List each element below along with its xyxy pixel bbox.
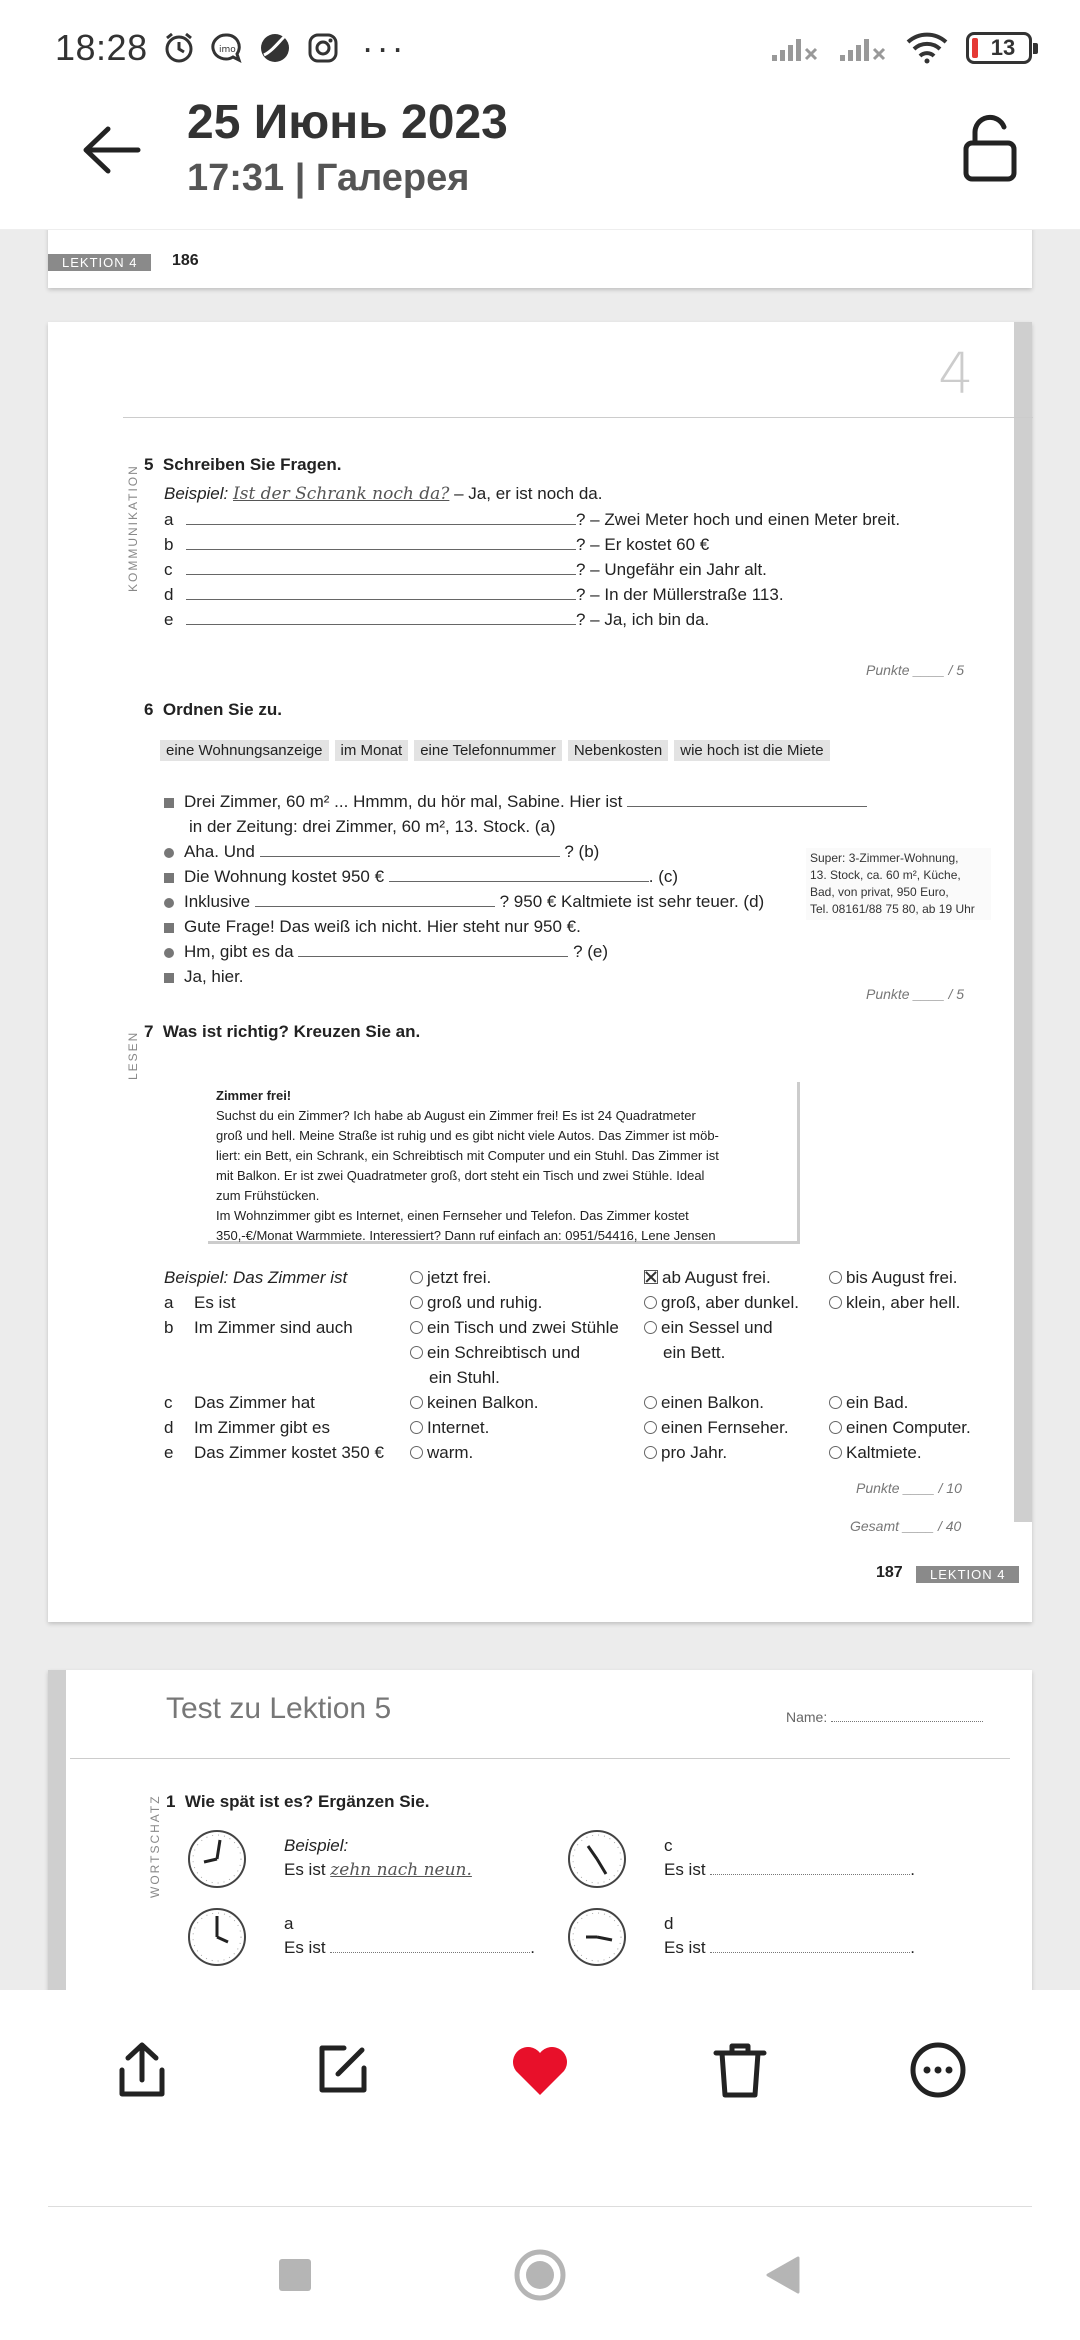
option[interactable]: einen Fernseher.: [644, 1418, 789, 1438]
example-answer: Es ist zehn nach neun.: [284, 1860, 472, 1880]
system-icons: [770, 32, 1032, 64]
option[interactable]: ein Schreibtisch und: [410, 1343, 580, 1363]
total-points: Gesamt ____ / 40: [850, 1518, 962, 1534]
task7-row-e: e Das Zimmer kostet 350 €: [164, 1443, 384, 1462]
more-icon: [909, 2041, 967, 2099]
test-title: Test zu Lektion 5: [166, 1692, 392, 1725]
next-page: [48, 1670, 1032, 1990]
alarm-icon: [162, 31, 196, 65]
battery-level: 13: [990, 34, 1016, 60]
delete-button[interactable]: [700, 2030, 780, 2110]
item-a-letter: a: [284, 1914, 294, 1933]
clock-icon: [566, 1906, 628, 1968]
item-a-answer: Es ist .: [284, 1938, 536, 1957]
task5-heading: 5 Schreiben Sie Fragen.: [144, 455, 342, 474]
option[interactable]: einen Balkon.: [644, 1393, 764, 1413]
status-time: 18:28: [55, 26, 148, 68]
example-label: Beispiel:: [284, 1836, 349, 1855]
signal-sim2-icon: [838, 33, 888, 63]
dialog-line: Gute Frage! Das weiß ich nicht. Hier steht nur 950 €.: [164, 917, 581, 937]
recents-square-icon: [277, 2257, 313, 2293]
option[interactable]: ein Sessel und: [644, 1318, 773, 1338]
previous-page: [48, 230, 1032, 288]
prev-page-number: 186: [172, 252, 199, 269]
divider: [123, 417, 1033, 418]
clock-icon: [186, 1828, 248, 1890]
dialog-line: Inklusive ? 950 € Kaltmiete ist sehr teuer. (d): [164, 892, 764, 912]
task6-word-bank: [160, 740, 830, 761]
heart-filled-icon: [510, 2043, 570, 2097]
task7-row-c: c Das Zimmer hat: [164, 1393, 315, 1412]
edit-button[interactable]: [302, 2030, 382, 2110]
item-d-answer: Es ist .: [664, 1938, 916, 1957]
page-number: 187: [876, 1564, 903, 1581]
handwritten-answer: Ist der Schrank noch da?: [233, 484, 450, 504]
viewer-header: [0, 95, 1080, 230]
clock-icon: [186, 1906, 248, 1968]
word-chip: eine Wohnungsanzeige: [160, 740, 329, 761]
system-nav-bar: [0, 2207, 1080, 2340]
option[interactable]: einen Computer.: [829, 1418, 971, 1438]
moon-app-icon: [258, 31, 292, 65]
side-label-kommunikation: KOMMUNIKATION: [126, 464, 140, 592]
prev-lesson-footer: LEKTION 4: [48, 254, 151, 271]
battery-icon: [966, 32, 1032, 64]
task5-item-b: b ? – Er kostet 60 €: [164, 535, 710, 554]
option[interactable]: ein Tisch und zwei Stühle: [410, 1318, 619, 1338]
apartment-ad: Super: 3-Zimmer-Wohnung, 13. Stock, ca. 60 m², Küche, Bad, von privat, 950 Euro, Tel. 08161/88 75 80, ab 19 Uhr: [806, 848, 991, 920]
workbook-page: [48, 322, 1032, 1622]
reading-text: Zimmer frei! Suchst du ein Zimmer? Ich habe ab August ein Zimmer frei! Es ist 24 Quadratmeter groß und hell. Meine Straße ist ruhig und es gibt nicht viele Autos. Das Zimmer ist möb- liert: ein Bett, ein Schrank, ein Schreibtisch mit Computer und ein Stuhl. Das Zimmer ist mit Balkon. Er ist zwei Quadratmeter groß, dort steht ein Tisch und zwei Stühle. Ideal zum Frühstücken. Im Wohnzimmer gibt es Internet, einen Fernseher und Telefon. Das Zimmer kostet 350,-€/Monat Warmmiete. Interessiert? Dann ruf einfach an: 0951/54416, Lene Jensen: [208, 1082, 800, 1244]
task6-heading: 6 Ordnen Sie zu.: [144, 700, 282, 719]
chapter-number: 4: [938, 342, 974, 407]
divider: [70, 1758, 1010, 1759]
task7-example-label: Beispiel: Das Zimmer ist: [164, 1268, 348, 1287]
unlock-icon[interactable]: [960, 113, 1020, 183]
option-continued: ein Bett.: [663, 1343, 726, 1362]
side-label-lesen: LESEN: [126, 1030, 140, 1080]
notification-icons: [162, 27, 407, 69]
item-d-letter: d: [664, 1914, 674, 1933]
more-notifications-icon: ···: [361, 26, 407, 68]
word-chip: im Monat: [335, 740, 409, 761]
name-field: Name:: [786, 1708, 983, 1725]
task7-row-a: a Es ist: [164, 1293, 236, 1312]
task7-row-b: b Im Zimmer sind auch: [164, 1318, 353, 1337]
dialog-line: Die Wohnung kostet 950 € . (c): [164, 867, 678, 887]
page-edge: [1014, 322, 1032, 1522]
task5-item-c: c ? – Ungefähr ein Jahr alt.: [164, 560, 767, 579]
task5-item-e: e ? – Ja, ich bin da.: [164, 610, 710, 629]
status-bar: [0, 0, 1080, 95]
page-edge: [48, 1670, 66, 1990]
dialog-line: Ja, hier.: [164, 967, 244, 987]
favorite-button[interactable]: [500, 2030, 580, 2110]
trash-icon: [712, 2041, 768, 2099]
dialog-line: Drei Zimmer, 60 m² ... Hmmm, du hör mal, Sabine. Hier ist: [164, 792, 867, 812]
option[interactable]: groß, aber dunkel.: [644, 1293, 799, 1313]
option[interactable]: bis August frei.: [829, 1268, 958, 1288]
option[interactable]: jetzt frei.: [410, 1268, 491, 1288]
option[interactable]: groß und ruhig.: [410, 1293, 542, 1313]
option[interactable]: Kaltmiete.: [829, 1443, 922, 1463]
option-continued: ein Stuhl.: [429, 1368, 500, 1387]
task5-points: Punkte ____ / 5: [866, 662, 965, 678]
task6-points: Punkte ____ / 5: [866, 986, 965, 1002]
task1-heading: 1 Wie spät ist es? Ergänzen Sie.: [166, 1792, 430, 1811]
task7-heading: 7 Was ist richtig? Kreuzen Sie an.: [144, 1022, 421, 1041]
back-button[interactable]: [748, 2240, 818, 2310]
back-arrow-icon[interactable]: [76, 115, 146, 185]
more-options-button[interactable]: [898, 2030, 978, 2110]
option-checked[interactable]: ab August frei.: [644, 1268, 771, 1288]
dialog-line: Aha. Und ? (b): [164, 842, 599, 862]
photo-actions-bar: [0, 1990, 1080, 2160]
photo-time-album: 17:31 | Галерея: [187, 157, 470, 199]
option[interactable]: warm.: [410, 1443, 473, 1463]
imo-icon: [210, 31, 244, 65]
signal-sim1-icon: [770, 33, 820, 63]
task5-example: Beispiel: Ist der Schrank noch da? – Ja, er ist noch da.: [164, 484, 603, 504]
svg-text:imo: imo: [218, 44, 236, 55]
photo-date-title: 25 Июнь 2023: [187, 96, 508, 149]
option[interactable]: keinen Balkon.: [410, 1393, 539, 1413]
word-chip: Nebenkosten: [568, 740, 668, 761]
share-icon: [114, 2040, 170, 2100]
back-triangle-icon: [764, 2255, 802, 2295]
option[interactable]: ein Bad.: [829, 1393, 908, 1413]
share-button[interactable]: [102, 2030, 182, 2110]
option[interactable]: Internet.: [410, 1418, 489, 1438]
item-c-answer: Es ist .: [664, 1860, 916, 1879]
side-label-wortschatz: WORTSCHATZ: [148, 1794, 162, 1898]
option[interactable]: klein, aber hell.: [829, 1293, 960, 1313]
photo-viewport[interactable]: [0, 230, 1080, 1990]
task5-item-a: a ? – Zwei Meter hoch und einen Meter breit.: [164, 510, 901, 529]
instagram-icon: [306, 31, 340, 65]
dialog-line: in der Zeitung: drei Zimmer, 60 m², 13. Stock. (a): [189, 817, 556, 836]
edit-icon: [314, 2042, 370, 2098]
clock-icon: [566, 1828, 628, 1890]
lesson-footer: LEKTION 4: [916, 1566, 1019, 1583]
recents-button[interactable]: [260, 2240, 330, 2310]
dialog-line: Hm, gibt es da ? (e): [164, 942, 608, 962]
option[interactable]: pro Jahr.: [644, 1443, 727, 1463]
home-circle-icon: [513, 2248, 567, 2302]
home-button[interactable]: [505, 2240, 575, 2310]
word-chip: eine Telefonnummer: [414, 740, 562, 761]
task7-row-d: d Im Zimmer gibt es: [164, 1418, 331, 1437]
word-chip: wie hoch ist die Miete: [674, 740, 829, 761]
wifi-icon: [906, 32, 948, 64]
item-c-letter: c: [664, 1836, 673, 1855]
task7-points: Punkte ____ / 10: [856, 1480, 962, 1496]
task5-item-d: d ? – In der Müllerstraße 113.: [164, 585, 784, 604]
